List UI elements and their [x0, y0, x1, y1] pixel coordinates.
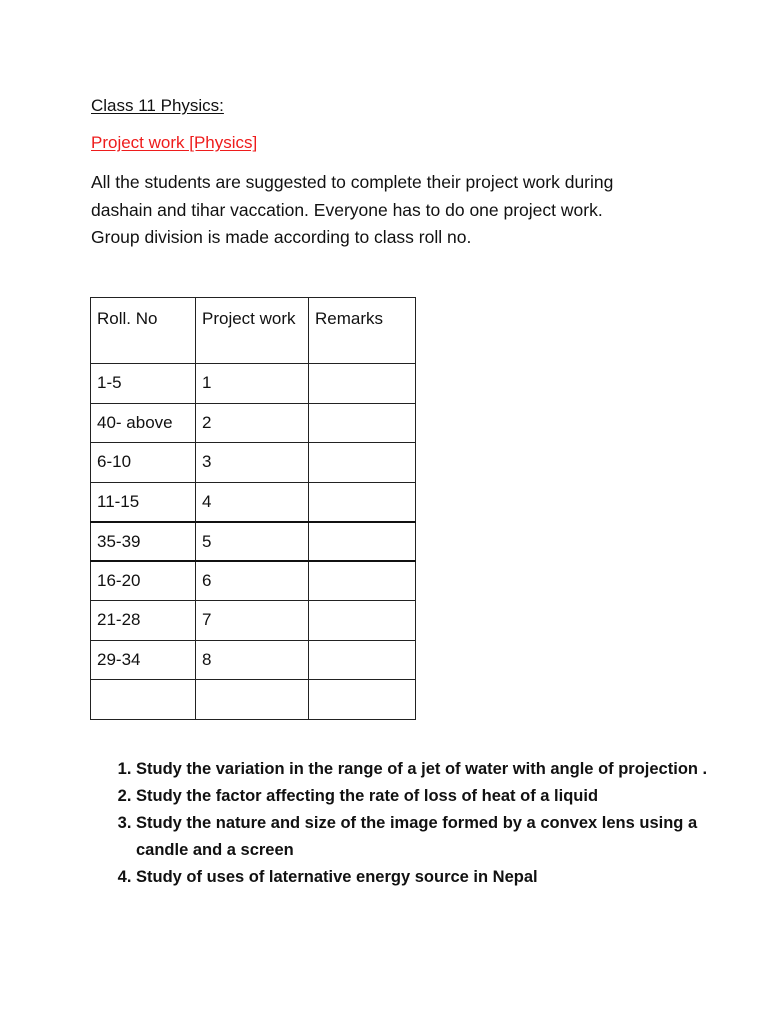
cell-roll: 21-28 [91, 601, 196, 641]
table-row [91, 522, 416, 562]
cell-remarks [309, 601, 416, 641]
cell-remarks [309, 561, 416, 601]
intro-paragraph [91, 169, 691, 252]
table-row [91, 561, 416, 601]
cell-project: 4 [196, 482, 309, 522]
table-header-row [91, 298, 416, 364]
cell-remarks [309, 403, 416, 443]
table-row [91, 680, 416, 720]
intro-line: dashain and tihar vaccation. Everyone has to do one project work. [91, 199, 603, 220]
cell-project: 2 [196, 403, 309, 443]
cell-project: 1 [196, 364, 309, 404]
cell-roll: 35-39 [91, 522, 196, 562]
header-remarks: Remarks [309, 298, 416, 364]
list-item: 3. Study the nature and size of the image formed by a convex lens using a candle and a screen [136, 810, 736, 864]
table-row [91, 364, 416, 404]
header-roll-no: Roll. No [91, 298, 196, 364]
cell-project: 8 [196, 640, 309, 680]
cell-roll: 40- above [91, 403, 196, 443]
list-item: 4. Study of uses of laternative energy source in Nepal [136, 864, 736, 891]
cell-project: 6 [196, 561, 309, 601]
cell-roll: 16-20 [91, 561, 196, 601]
document-subtitle: Project work [Physics] [91, 133, 258, 152]
group-table [90, 297, 416, 720]
table-row [91, 640, 416, 680]
cell-remarks [309, 482, 416, 522]
cell-project: 3 [196, 443, 309, 483]
cell-roll [91, 680, 196, 720]
cell-project: 5 [196, 522, 309, 562]
intro-line: Group division is made according to class roll no. [91, 227, 472, 247]
document-title: Class 11 Physics: [91, 96, 224, 115]
cell-remarks [309, 443, 416, 483]
cell-roll: 29-34 [91, 640, 196, 680]
cell-project: 7 [196, 601, 309, 641]
cell-remarks [309, 522, 416, 562]
cell-roll: 1-5 [91, 364, 196, 404]
table-row [91, 601, 416, 641]
cell-roll: 11-15 [91, 482, 196, 522]
project-task-list [90, 756, 736, 891]
cell-project [196, 680, 309, 720]
table-row [91, 443, 416, 483]
cell-remarks [309, 640, 416, 680]
table-row [91, 482, 416, 522]
list-item: 1. Study the variation in the range of a jet of water with angle of projection . [136, 756, 736, 783]
cell-remarks [309, 364, 416, 404]
cell-remarks [309, 680, 416, 720]
cell-roll: 6-10 [91, 443, 196, 483]
intro-line: All the students are suggested to complete their project work during [91, 172, 614, 192]
header-project-work: Project work [196, 298, 309, 364]
list-item: 2. Study the factor affecting the rate of loss of heat of a liquid [136, 783, 736, 810]
table-row [91, 403, 416, 443]
